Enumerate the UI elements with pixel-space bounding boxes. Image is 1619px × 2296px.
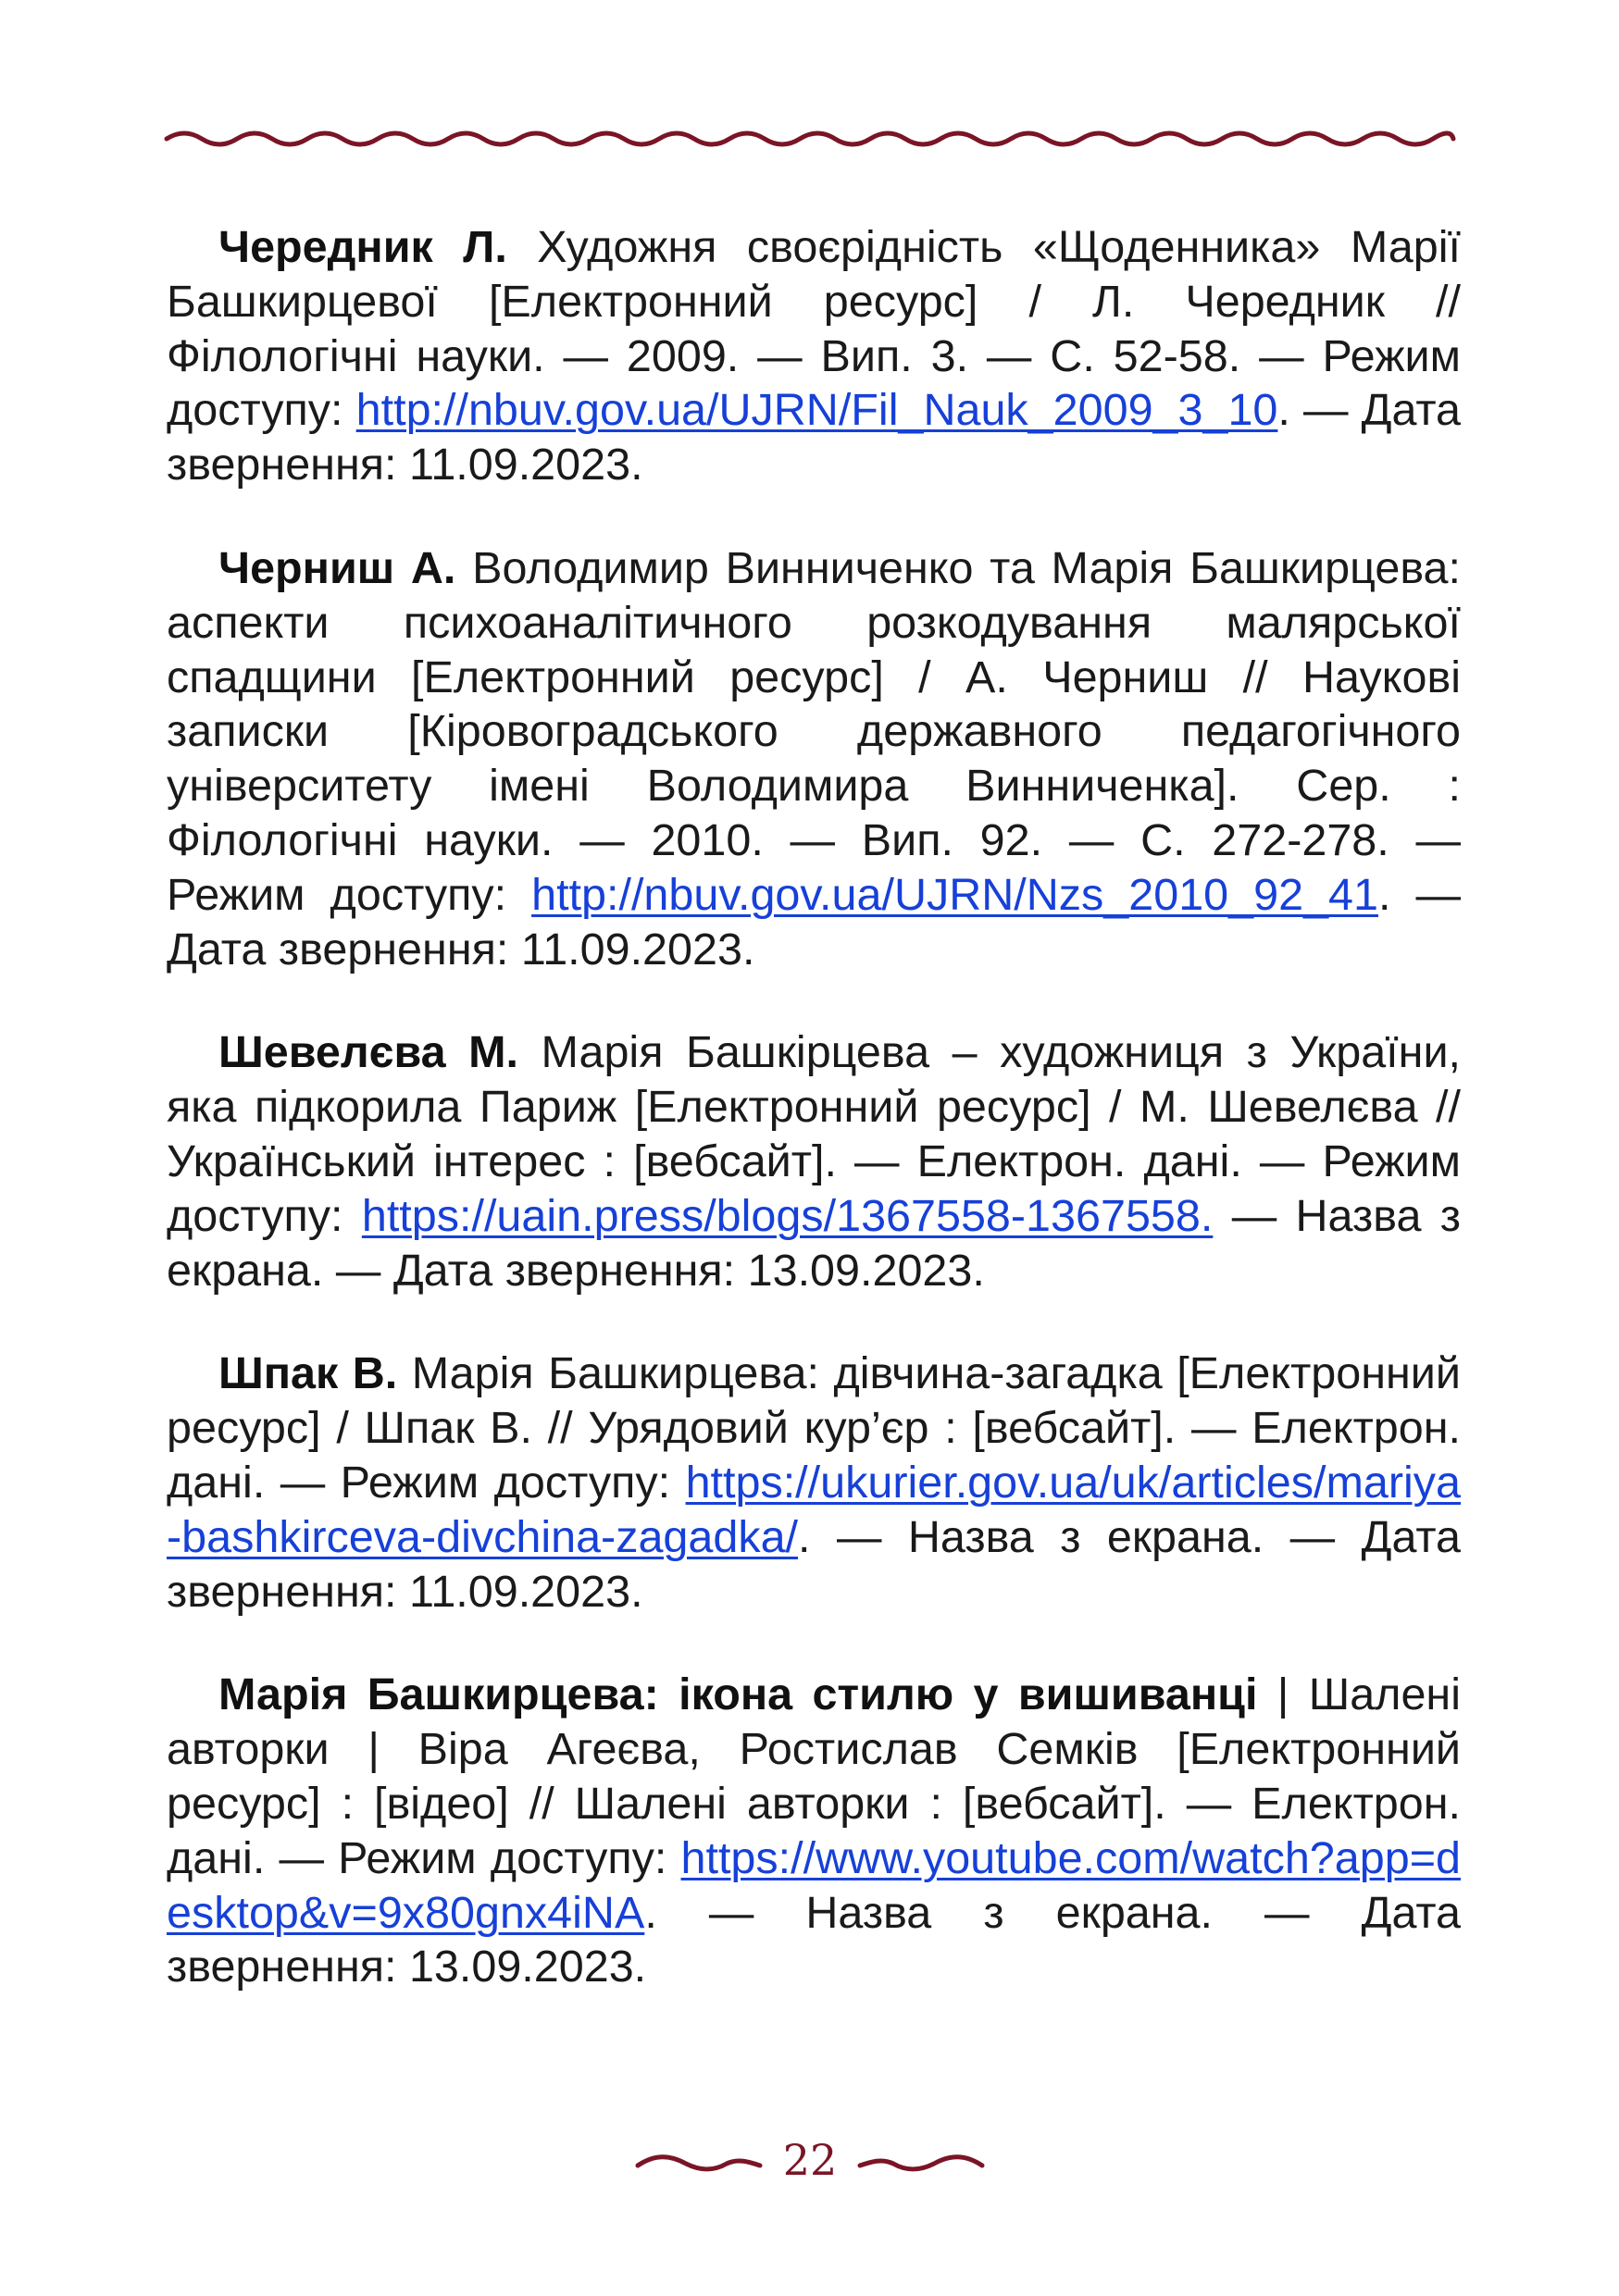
entry-description: Марія Башкирцева: дівчина-загадка [Електронний ресурс] / Шпак В. // Урядовий кур’єр : [вебсайт]. — Електрон. дані. — Режим доступу: — [167, 1348, 1461, 1508]
entry-author: Марія Башкирцева: ікона стилю у вишиванці — [218, 1669, 1258, 1720]
entry-link[interactable]: https://ukurier.gov.ua/uk/articles/mariya-bashkirceva-divchina-zagadka/ — [167, 1457, 1461, 1562]
footer-left-wave-icon — [634, 2153, 764, 2175]
bibliography-entry — [167, 1347, 1461, 1619]
footer-ornament-group — [634, 2134, 986, 2190]
page-footer — [0, 2134, 1619, 2190]
top-wave-ornament — [163, 117, 1457, 161]
bibliography-entry — [167, 541, 1461, 976]
entry-author: Шпак В. — [218, 1348, 398, 1399]
bibliography-entry — [167, 1668, 1461, 1994]
entry-description: Володимир Винниченко та Марія Башкирцева: аспекти психоаналітичного розкодування малярської спадщини [Електронний ресурс] / А. Черниш // Наукові записки [Кіровоградського державного педагогічного університету імені Володимира Винниченка]. Сер. : Філологічні науки. — 2010. — Вип. 92. — С. 272-278. — Режим доступу: — [167, 542, 1461, 920]
entry-access-date: . — Назва з екрана. — Дата звернення: 11.09.2023. — [167, 1511, 1461, 1617]
entry-author: Чередник Л. — [218, 222, 507, 272]
page-number: 22 — [782, 2135, 838, 2185]
footer-right-wave-icon — [856, 2153, 986, 2175]
entry-description: Художня своєрідність «Щоденника» Марії Башкирцевої [Електронний ресурс] / Л. Чередник // Філологічні науки. — 2009. — Вип. 3. — С. 52-58. — Режим доступу: — [167, 222, 1461, 436]
entry-access-date: — Назва з екрана. — Дата звернення: 13.09.2023. — [167, 1190, 1461, 1296]
entry-link[interactable]: https://uain.press/blogs/1367558-1367558. — [361, 1190, 1214, 1241]
entry-access-date: . — Назва з екрана. — Дата звернення: 13.09.2023. — [167, 1887, 1461, 1992]
entry-author: Черниш А. — [218, 542, 456, 593]
entry-access-date: . — Дата звернення: 11.09.2023. — [167, 869, 1461, 974]
bibliography-entry — [167, 1025, 1461, 1297]
entry-link[interactable]: https://www.youtube.com/watch?app=desktop&v=9x80gnx4iNA — [167, 1832, 1461, 1938]
entry-link[interactable]: http://nbuv.gov.ua/UJRN/Fil_Nauk_2009_3_10 — [355, 385, 1278, 436]
entry-access-date: . — Дата звернення: 11.09.2023. — [167, 385, 1461, 490]
entry-description: | Шалені авторки | Віра Агеєва, Ростислав Семків [Електронний ресурс] : [відео] // Шалені авторки : [вебсайт]. — Електрон. дані. — Режим доступу: — [167, 1669, 1461, 1883]
bibliography-list — [167, 220, 1461, 1994]
entry-link[interactable]: http://nbuv.gov.ua/UJRN/Nzs_2010_92_41 — [531, 869, 1378, 920]
bibliography-entry — [167, 220, 1461, 492]
entry-author: Шевелєва М. — [218, 1027, 519, 1078]
entry-description: Марія Башкірцева – художниця з України, яка підкорила Париж [Електронний ресурс] / М. Шевелєва // Український інтерес : [вебсайт]. — Електрон. дані. — Режим доступу: — [167, 1027, 1462, 1241]
